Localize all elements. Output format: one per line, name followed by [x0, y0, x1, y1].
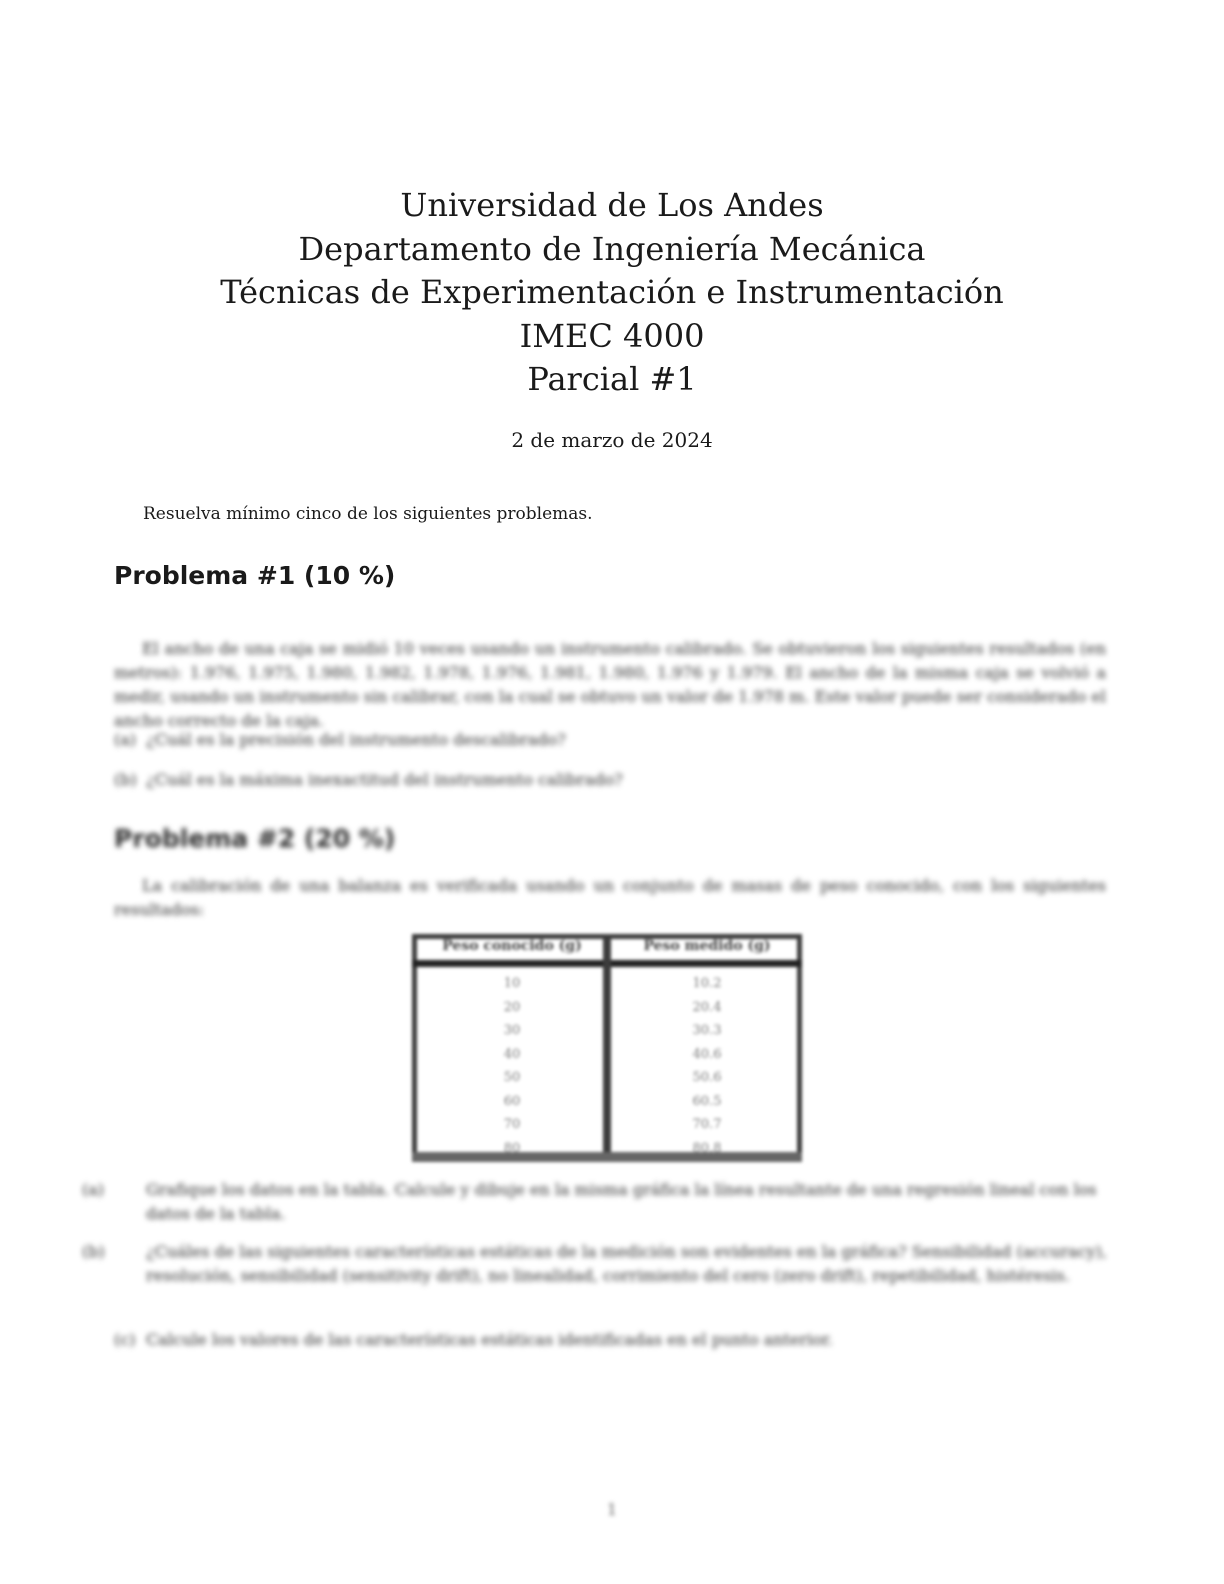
exam-date: 2 de marzo de 2024	[511, 428, 713, 452]
page-number: 1	[606, 1500, 618, 1519]
table-cell: 30	[503, 1023, 521, 1038]
university-name: Universidad de Los Andes	[400, 186, 824, 224]
table-header-known: Peso conocido (g)	[442, 938, 582, 954]
course-name: Técnicas de Experimentación e Instrumentación	[220, 273, 1004, 311]
table-cell: 60	[503, 1093, 521, 1109]
problem-1-item-b: (b) ¿Cuál es la máxima inexactitud del instrumento calibrado?	[114, 770, 623, 789]
table-cell: 30.3	[692, 1023, 722, 1038]
problem-2-statement	[114, 874, 1106, 922]
problem-2-item-b: (b) ¿Cuáles de las siguientes características estáticas de la medición son evidentes en la gráfica? Sensibilidad (accuracy), resolución, sensibilidad (sensitivity drift), no linealidad, corrimiento del cero (zero drift), repetibilidad, histéresis.	[82, 1242, 1107, 1285]
problem-2-item-b-text: ¿Cuáles de las siguientes características estáticas de la medición son evidentes en la gráfica? Sensibilidad (accuracy), resolución, sensibilidad (sensitivity drift), no linealidad, corrimiento del cero (zero drift), repetibilidad, histéresis.	[146, 1242, 1107, 1285]
problem-2-item-c: (c) Calcule los valores de las características estáticas identificadas en el punto anterior.	[114, 1330, 833, 1349]
problem-2-item-a-text: Grafique los datos en la tabla. Calcule y dibuje en la misma gráfica la línea resultante de una regresión lineal con los datos de la tabla.	[146, 1180, 1097, 1223]
problem-2-text: La calibración de una balanza es verificada usando un conjunto de masas de peso conocido, con los siguientes resultados:	[114, 876, 1106, 919]
table-cell: 70.7	[692, 1117, 722, 1132]
table-column-measured	[612, 972, 802, 1160]
problem-2-item-c-text: Calcule los valores de las características estáticas identificadas en el punto anterior.	[146, 1330, 833, 1349]
table-cell: 70	[503, 1117, 521, 1132]
table-cell: 50	[503, 1070, 521, 1085]
table-cell: 60.5	[692, 1093, 722, 1109]
problem-1-item-b-text: ¿Cuál es la máxima inexactitud del instrumento calibrado?	[146, 770, 623, 789]
table-cell: 40	[503, 1046, 521, 1062]
table-cell: 40.6	[692, 1046, 722, 1062]
table-cell: 80	[503, 1140, 521, 1156]
table-cell: 10.2	[692, 976, 722, 991]
exam-title: Parcial #1	[527, 360, 697, 398]
table-cell: 10	[503, 976, 521, 991]
table-header-measured: Peso medido (g)	[643, 938, 771, 954]
department-name: Departamento de Ingeniería Mecánica	[298, 229, 926, 268]
instructions: Resuelva mínimo cinco de los siguientes problemas.	[143, 504, 593, 524]
course-code: IMEC 4000	[519, 316, 705, 355]
problem-1-heading: Problema #1 (10 %)	[114, 561, 396, 590]
title-block	[0, 184, 1224, 402]
table-cell: 50.6	[692, 1070, 722, 1085]
problem-2-heading: Problema #2 (20 %)	[114, 824, 396, 853]
table-cell: 20	[503, 999, 521, 1015]
calibration-table	[412, 934, 802, 1162]
problem-1-statement	[114, 637, 1106, 733]
problem-1-item-a-text: ¿Cuál es la precisión del instrumento descalibrado?	[146, 730, 566, 749]
table-column-known	[417, 972, 607, 1160]
table-cell: 20.4	[692, 999, 722, 1015]
problem-1-item-a: (a) ¿Cuál es la precisión del instrumento descalibrado?	[114, 730, 566, 749]
table-cell: 80.8	[692, 1140, 722, 1156]
problem-2-item-a: (a) Grafique los datos en la tabla. Calcule y dibuje en la misma gráfica la línea resultante de una regresión lineal con los datos de la tabla.	[82, 1180, 1097, 1223]
problem-1-text: El ancho de una caja se midió 10 veces usando un instrumento calibrado. Se obtuvieron los siguientes resultados (en metros): 1.976, 1.975, 1.980, 1.982, 1.978, 1.976, 1.981, 1.980, 1.976 y 1.979. El ancho de la misma caja se volvió a medir, usando un instrumento sin calibrar, con la cual se obtuvo un valor de 1.978 m. Este valor puede ser considerado el ancho correcto de la caja.	[114, 639, 1106, 730]
